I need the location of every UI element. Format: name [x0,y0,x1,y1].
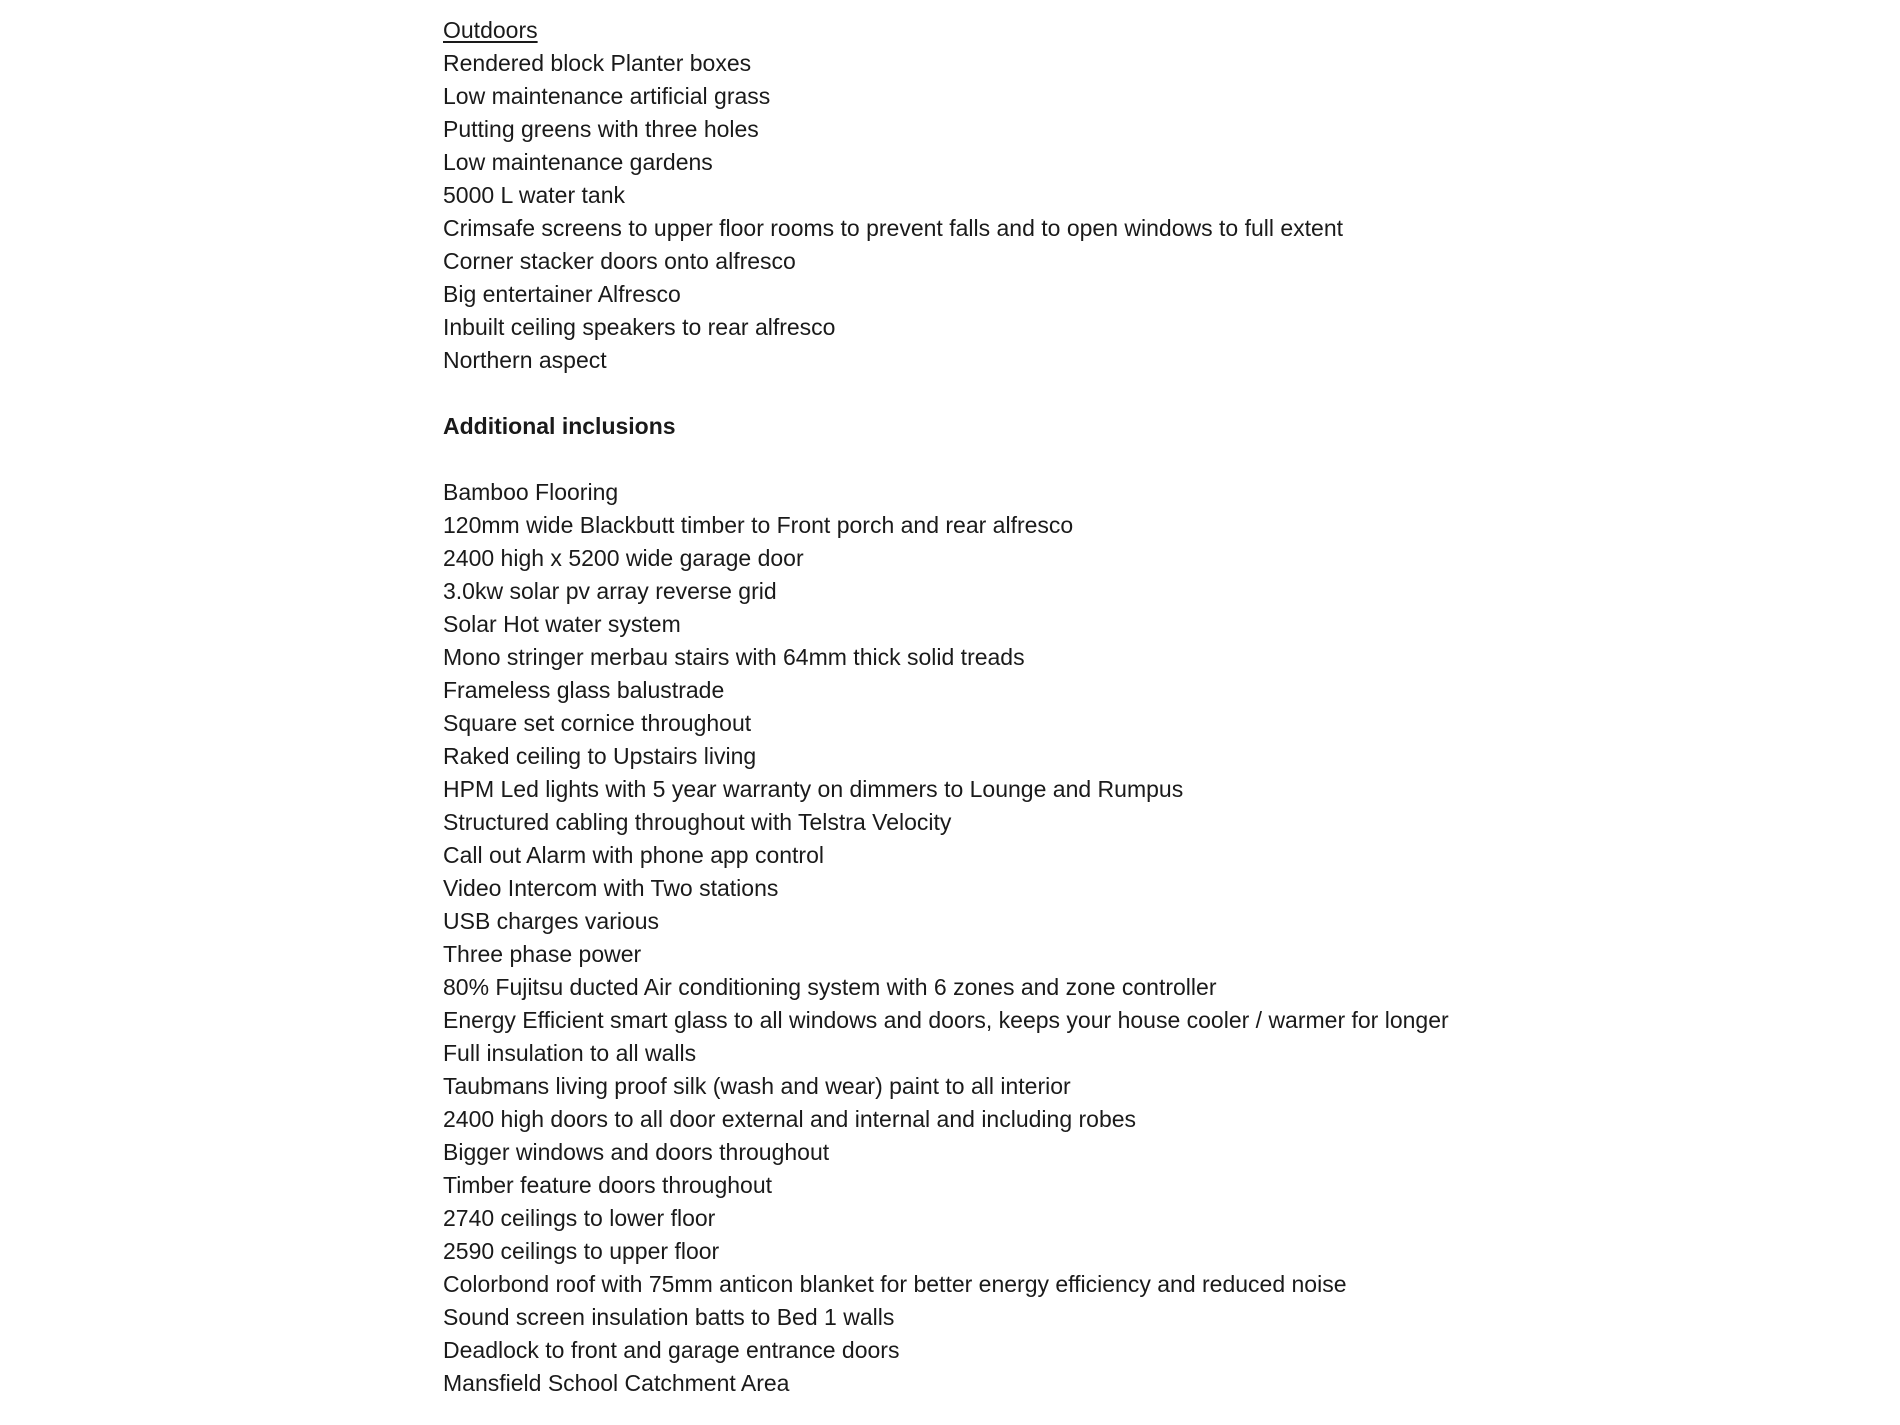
list-item: Full insulation to all walls [443,1040,697,1066]
list-item: Crimsafe screens to upper floor rooms to prevent falls and to open windows to full extent [443,215,1344,241]
list-item: Northern aspect [443,347,607,373]
list-item: Low maintenance artificial grass [443,83,771,109]
list-item: Sound screen insulation batts to Bed 1 walls [443,1304,895,1330]
additional-inclusions-heading: Additional inclusions [443,413,676,439]
list-item: Timber feature doors throughout [443,1172,772,1198]
list-item: 2590 ceilings to upper floor [443,1238,720,1264]
spacer [443,443,1883,476]
list-item: 2400 high doors to all door external and internal and including robes [443,1106,1137,1132]
additional-inclusions-list [443,476,1883,1400]
document-body [443,14,1883,1400]
list-item: USB charges various [443,908,660,934]
list-item: 120mm wide Blackbutt timber to Front porch and rear alfresco [443,512,1074,538]
list-item: Rendered block Planter boxes [443,50,752,76]
list-item: 80% Fujitsu ducted Air conditioning system with 6 zones and zone controller [443,974,1217,1000]
list-item: Mansfield School Catchment Area [443,1370,790,1396]
list-item: Inbuilt ceiling speakers to rear alfresco [443,314,836,340]
list-item: Bamboo Flooring [443,479,619,505]
list-item: 2740 ceilings to lower floor [443,1205,716,1231]
list-item: Video Intercom with Two stations [443,875,779,901]
list-item: Big entertainer Alfresco [443,281,681,307]
list-item: 5000 L water tank [443,182,625,208]
list-item: Deadlock to front and garage entrance doors [443,1337,900,1363]
list-item: Bigger windows and doors throughout [443,1139,830,1165]
list-item: Putting greens with three holes [443,116,759,142]
outdoors-list [443,47,1883,377]
list-item: Structured cabling throughout with Telstra Velocity [443,809,952,835]
list-item: Mono stringer merbau stairs with 64mm thick solid treads [443,644,1025,670]
list-item: Call out Alarm with phone app control [443,842,824,868]
list-item: Taubmans living proof silk (wash and wear) paint to all interior [443,1073,1071,1099]
list-item: HPM Led lights with 5 year warranty on dimmers to Lounge and Rumpus [443,776,1184,802]
list-item: Square set cornice throughout [443,710,752,736]
list-item: Corner stacker doors onto alfresco [443,248,796,274]
spacer [443,377,1883,410]
list-item: Colorbond roof with 75mm anticon blanket for better energy efficiency and reduced noise [443,1271,1347,1297]
list-item: Frameless glass balustrade [443,677,725,703]
list-item: Raked ceiling to Upstairs living [443,743,757,769]
list-item: Low maintenance gardens [443,149,713,175]
list-item: 3.0kw solar pv array reverse grid [443,578,777,604]
list-item: Three phase power [443,941,642,967]
list-item: Energy Efficient smart glass to all windows and doors, keeps your house cooler / warmer for longer [443,1007,1449,1033]
outdoors-heading: Outdoors [443,17,538,43]
list-item: Solar Hot water system [443,611,681,637]
list-item: 2400 high x 5200 wide garage door [443,545,804,571]
